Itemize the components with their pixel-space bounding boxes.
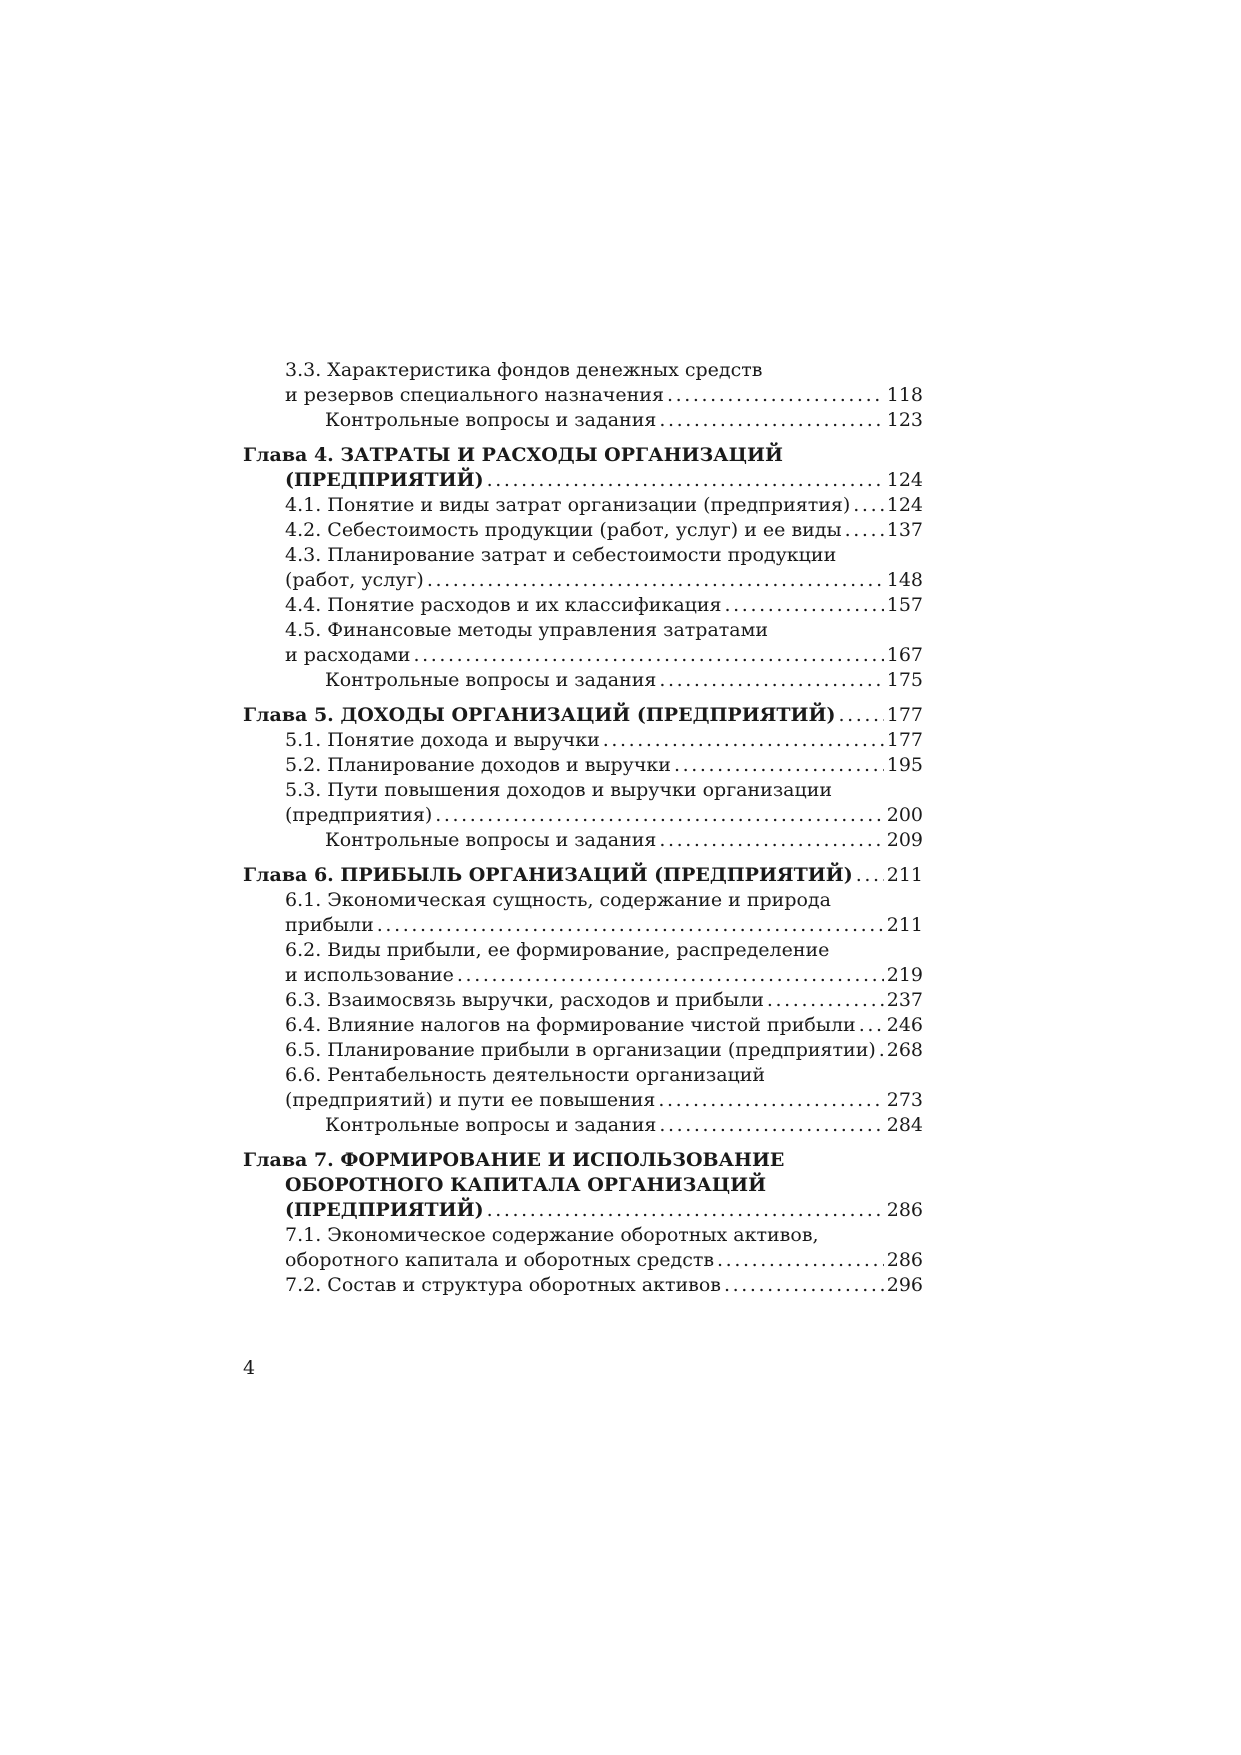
page-ref: 175	[886, 669, 923, 691]
toc-entry-control-questions-5[interactable]: Контрольные вопросы и задания ..... 209	[243, 828, 923, 853]
toc-entry-5-3[interactable]: (предприятия) ..... 200	[243, 803, 923, 828]
page-ref: 296	[886, 1274, 923, 1296]
page-ref: 211	[886, 914, 923, 936]
page-ref: 286	[886, 1249, 923, 1271]
page-ref: 195	[886, 754, 923, 776]
toc-entry-4-2[interactable]: 4.2. Себестоимость продукции (работ, услуг) и ее виды ..... 137	[243, 518, 923, 543]
toc-entry-7-2[interactable]: 7.2. Состав и структура оборотных активов ..... 296	[243, 1273, 923, 1298]
toc-entry-4-4[interactable]: 4.4. Понятие расходов и их классификация ..... 157	[243, 593, 923, 618]
toc-chapter-4-line1: Глава 4. ЗАТРАТЫ И РАСХОДЫ ОРГАНИЗАЦИЙ	[243, 444, 783, 466]
page-ref: 123	[886, 409, 923, 431]
dot-leader	[659, 408, 883, 433]
toc-entry-6-2-line1: 6.2. Виды прибыли, ее формирование, распределение	[285, 939, 830, 961]
page-ref: 200	[886, 804, 923, 826]
page-number: 4	[243, 1357, 256, 1379]
toc-chapter-7[interactable]: (ПРЕДПРИЯТИЙ) ..... 286	[243, 1198, 923, 1223]
page-ref: 167	[886, 644, 923, 666]
page-ref: 148	[886, 569, 923, 591]
toc-entry-4-5-line1: 4.5. Финансовые методы управления затратами	[285, 619, 769, 641]
dot-leader	[659, 1113, 883, 1138]
toc-entry-3-3[interactable]: и резервов специального назначения ..... 118	[243, 383, 923, 408]
page-ref: 268	[886, 1039, 923, 1061]
page-ref: 284	[886, 1114, 923, 1136]
toc-entry-6-6-line1: 6.6. Рентабельность деятельности организаций	[285, 1064, 766, 1086]
toc-entry-6-1[interactable]: прибыли ..... 211	[243, 913, 923, 938]
page-ref: 219	[886, 964, 923, 986]
toc-entry-6-2[interactable]: и использование ..... 219	[243, 963, 923, 988]
toc-entry-6-6[interactable]: (предприятий) и пути ее повышения ..... 273	[243, 1088, 923, 1113]
page-ref: 273	[886, 1089, 923, 1111]
page-ref: 286	[886, 1199, 923, 1221]
dot-leader	[667, 383, 884, 408]
page-ref: 177	[886, 704, 923, 726]
toc-entry-6-1-line1: 6.1. Экономическая сущность, содержание и природа	[285, 889, 831, 911]
toc-entry-5-3-line1: 5.3. Пути повышения доходов и выручки организации	[285, 779, 833, 801]
toc-entry-4-1[interactable]: 4.1. Понятие и виды затрат организации (предприятия) ..... 124	[243, 493, 923, 518]
toc-entry-7-1[interactable]: оборотного капитала и оборотных средств ..... 286	[243, 1248, 923, 1273]
page-ref: 118	[886, 384, 923, 406]
dot-leader	[856, 863, 884, 888]
toc-entry-4-3[interactable]: (работ, услуг) ..... 148	[243, 568, 923, 593]
dot-leader	[838, 703, 883, 728]
dot-leader	[853, 493, 883, 518]
page-ref: 177	[886, 729, 923, 751]
table-of-contents	[243, 358, 923, 1298]
page-ref: 157	[886, 594, 923, 616]
toc-entry-6-4[interactable]: 6.4. Влияние налогов на формирование чистой прибыли ..... 246	[243, 1013, 923, 1038]
page-ref: 124	[886, 469, 923, 491]
toc-entry-6-5[interactable]: 6.5. Планирование прибыли в организации (предприятии) ..... 268	[243, 1038, 923, 1063]
dot-leader	[879, 1038, 884, 1063]
page-ref: 124	[886, 494, 923, 516]
toc-entry-control-questions-6[interactable]: Контрольные вопросы и задания ..... 284	[243, 1113, 923, 1138]
dot-leader	[457, 963, 884, 988]
dot-leader	[674, 753, 884, 778]
toc-entry-4-3-line1: 4.3. Планирование затрат и себестоимости продукции	[285, 544, 837, 566]
dot-leader	[767, 988, 884, 1013]
toc-entry-4-5[interactable]: и расходами ..... 167	[243, 643, 923, 668]
toc-entry-5-2[interactable]: 5.2. Планирование доходов и выручки ..... 195	[243, 753, 923, 778]
toc-entry-7-1-line1: 7.1. Экономическое содержание оборотных активов,	[285, 1224, 819, 1246]
dot-leader	[427, 568, 884, 593]
toc-entry-control-questions-4[interactable]: Контрольные вопросы и задания ..... 175	[243, 668, 923, 693]
toc-chapter-6[interactable]: Глава 6. ПРИБЫЛЬ ОРГАНИЗАЦИЙ (ПРЕДПРИЯТИЙ) ..... 211	[243, 863, 923, 888]
dot-leader	[845, 518, 884, 543]
page-ref: 137	[886, 519, 923, 541]
dot-leader	[603, 728, 884, 753]
toc-entry-control-questions-3[interactable]: Контрольные вопросы и задания ..... 123	[243, 408, 923, 433]
dot-leader	[725, 593, 884, 618]
dot-leader	[658, 1088, 883, 1113]
dot-leader	[717, 1248, 884, 1273]
toc-entry-5-1[interactable]: 5.1. Понятие дохода и выручки ..... 177	[243, 728, 923, 753]
dot-leader	[377, 913, 884, 938]
toc-chapter-4[interactable]: (ПРЕДПРИЯТИЙ) ..... 124	[243, 468, 923, 493]
toc-chapter-7-line2: ОБОРОТНОГО КАПИТАЛА ОРГАНИЗАЦИЙ	[285, 1174, 767, 1196]
page-ref: 237	[886, 989, 923, 1011]
toc-entry-3-3-line1: 3.3. Характеристика фондов денежных средств	[285, 359, 763, 381]
dot-leader	[413, 643, 883, 668]
dot-leader	[487, 1198, 884, 1223]
page-ref: 211	[886, 864, 923, 886]
dot-leader	[487, 468, 884, 493]
page-ref: 246	[886, 1014, 923, 1036]
dot-leader	[659, 828, 883, 853]
dot-leader	[435, 803, 884, 828]
toc-entry-6-3[interactable]: 6.3. Взаимосвязь выручки, расходов и прибыли ..... 237	[243, 988, 923, 1013]
toc-chapter-7-line1: Глава 7. ФОРМИРОВАНИЕ И ИСПОЛЬЗОВАНИЕ	[243, 1149, 785, 1171]
dot-leader	[859, 1013, 884, 1038]
dot-leader	[724, 1273, 884, 1298]
page-ref: 209	[886, 829, 923, 851]
toc-chapter-5[interactable]: Глава 5. ДОХОДЫ ОРГАНИЗАЦИЙ (ПРЕДПРИЯТИЙ) ..... 177	[243, 703, 923, 728]
dot-leader	[659, 668, 883, 693]
